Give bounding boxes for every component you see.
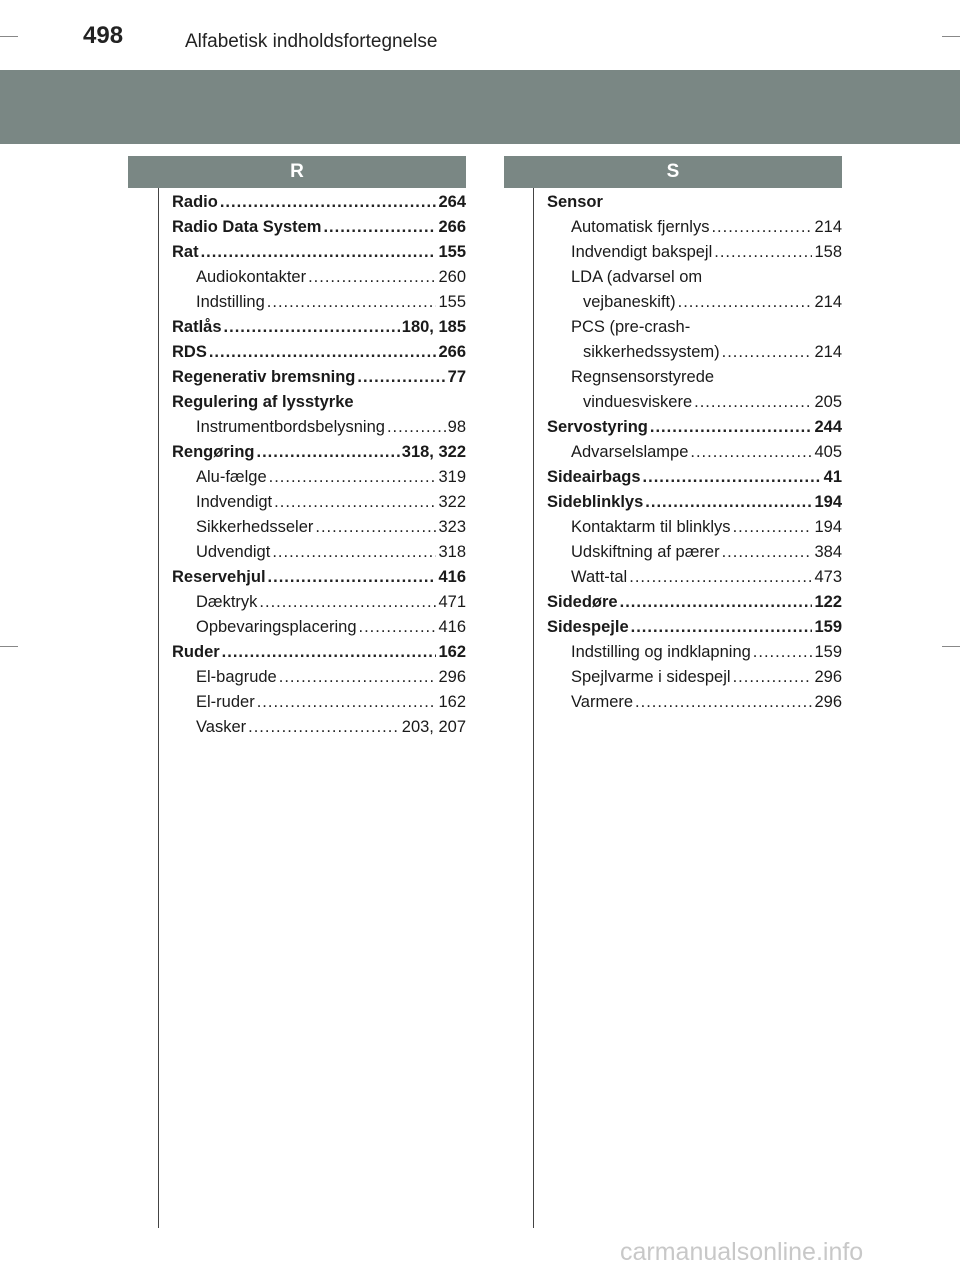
index-entry xyxy=(172,490,466,515)
index-entry xyxy=(172,690,466,715)
index-column-s xyxy=(547,190,842,715)
entry-label: Ruder xyxy=(172,643,220,661)
index-entry xyxy=(547,640,842,665)
entry-label: Indstilling xyxy=(196,293,265,311)
entry-label: Sideblinklys xyxy=(547,493,644,511)
index-entry xyxy=(547,215,842,240)
entry-label: Rengøring xyxy=(172,443,255,461)
entry-page: 194 xyxy=(814,493,842,511)
entry-page: 159 xyxy=(814,618,842,636)
entry-label: PCS (pre-crash- xyxy=(571,318,691,336)
entry-page: 214 xyxy=(814,218,842,236)
index-entry xyxy=(547,690,842,715)
entry-label: Sidedøre xyxy=(547,593,618,611)
entry-page: 155 xyxy=(438,243,466,261)
entry-label: Rat xyxy=(172,243,199,261)
index-entry xyxy=(547,390,842,415)
index-entry xyxy=(172,440,466,465)
entry-label: El-ruder xyxy=(196,693,255,711)
entry-page: 264 xyxy=(438,193,466,211)
index-entry xyxy=(172,365,466,390)
entry-page: 122 xyxy=(814,593,842,611)
index-entry xyxy=(547,590,842,615)
entry-label: Regulering af lysstyrke xyxy=(172,393,354,411)
entry-page: 260 xyxy=(438,268,466,286)
entry-page: 194 xyxy=(814,518,842,536)
dot-leader xyxy=(643,465,822,490)
section-letter-r: R xyxy=(128,156,466,188)
dot-leader xyxy=(733,515,813,540)
dot-leader xyxy=(248,715,400,740)
entry-page: 180, 185 xyxy=(401,318,466,336)
dot-leader xyxy=(268,565,437,590)
index-entry xyxy=(547,615,842,640)
index-entry xyxy=(547,290,842,315)
index-entry xyxy=(547,565,842,590)
entry-label: El-bagrude xyxy=(196,668,277,686)
dot-leader xyxy=(323,215,436,240)
entry-label: Vasker xyxy=(196,718,247,736)
entry-label: Regenerativ bremsning xyxy=(172,368,356,386)
entry-label: Alu-fælge xyxy=(196,468,267,486)
index-entry xyxy=(172,515,466,540)
entry-page: 322 xyxy=(438,493,466,511)
dot-leader xyxy=(387,415,446,440)
entry-page: 296 xyxy=(814,668,842,686)
entry-page: 214 xyxy=(814,293,842,311)
entry-label: Servostyring xyxy=(547,418,648,436)
dot-leader xyxy=(690,440,812,465)
dot-leader xyxy=(678,290,813,315)
dot-leader xyxy=(209,340,437,365)
entry-page: 318, 322 xyxy=(401,443,466,461)
index-entry xyxy=(547,240,842,265)
dot-leader xyxy=(257,440,400,465)
entry-page: 296 xyxy=(438,668,466,686)
entry-page: 41 xyxy=(823,468,842,486)
entry-page: 98 xyxy=(447,418,466,436)
dot-leader xyxy=(272,540,436,565)
entry-page: 471 xyxy=(438,593,466,611)
entry-page: 159 xyxy=(814,643,842,661)
entry-page: 384 xyxy=(814,543,842,561)
dot-leader xyxy=(694,390,812,415)
entry-page: 244 xyxy=(814,418,842,436)
index-entry xyxy=(172,190,466,215)
index-entry xyxy=(172,340,466,365)
entry-page: 266 xyxy=(438,343,466,361)
dot-leader xyxy=(753,640,813,665)
entry-label: vejbaneskift) xyxy=(583,293,676,311)
entry-label: Automatisk fjernlys xyxy=(571,218,710,236)
entry-label: Sensor xyxy=(547,193,603,211)
index-entry xyxy=(547,190,842,215)
index-entry xyxy=(172,640,466,665)
dot-leader xyxy=(259,590,436,615)
dot-leader xyxy=(220,190,437,215)
index-entry xyxy=(172,390,466,415)
index-entry xyxy=(547,440,842,465)
index-column-r xyxy=(172,190,466,740)
entry-label: Watt-tal xyxy=(571,568,628,586)
entry-label: LDA (advarsel om xyxy=(571,268,703,286)
entry-label: Indstilling og indklapning xyxy=(571,643,751,661)
dot-leader xyxy=(359,615,437,640)
crop-mark xyxy=(0,646,18,647)
dot-leader xyxy=(635,690,812,715)
index-entry xyxy=(172,315,466,340)
page-number: 498 xyxy=(83,22,124,49)
entry-label: Udskiftning af pærer xyxy=(571,543,720,561)
dot-leader xyxy=(267,290,437,315)
entry-page: 319 xyxy=(438,468,466,486)
index-entry xyxy=(547,465,842,490)
section-letter-s: S xyxy=(504,156,842,188)
entry-label: Sidespejle xyxy=(547,618,629,636)
dot-leader xyxy=(650,415,813,440)
entry-page: 266 xyxy=(438,218,466,236)
dot-leader xyxy=(274,490,436,515)
crop-mark xyxy=(0,36,18,37)
index-entry xyxy=(547,265,842,290)
entry-label: Reservehjul xyxy=(172,568,266,586)
dot-leader xyxy=(620,590,813,615)
entry-label: Radio Data System xyxy=(172,218,322,236)
crop-mark xyxy=(942,36,960,37)
entry-page: 155 xyxy=(438,293,466,311)
dot-leader xyxy=(315,515,436,540)
entry-label: Indvendigt xyxy=(196,493,273,511)
index-entry xyxy=(172,665,466,690)
dot-leader xyxy=(631,615,813,640)
entry-label: Instrumentbordsbelysning xyxy=(196,418,385,436)
entry-page: 318 xyxy=(438,543,466,561)
index-entry xyxy=(172,215,466,240)
entry-page: 77 xyxy=(447,368,466,386)
dot-leader xyxy=(645,490,812,515)
index-entry xyxy=(547,365,842,390)
index-entry xyxy=(172,615,466,640)
index-entry xyxy=(172,265,466,290)
entry-label: Udvendigt xyxy=(196,543,271,561)
entry-page: 162 xyxy=(438,693,466,711)
entry-page: 416 xyxy=(438,618,466,636)
entry-page: 205 xyxy=(814,393,842,411)
entry-page: 158 xyxy=(814,243,842,261)
dot-leader xyxy=(711,215,812,240)
entry-page: 162 xyxy=(438,643,466,661)
column-rule-left xyxy=(158,188,159,1228)
entry-label: sikkerhedssystem) xyxy=(583,343,720,361)
page-title: Alfabetisk indholdsfortegnelse xyxy=(185,31,438,52)
dot-leader xyxy=(201,240,437,265)
entry-page: 473 xyxy=(814,568,842,586)
entry-label: Kontaktarm til blinklys xyxy=(571,518,731,536)
dot-leader xyxy=(269,465,437,490)
entry-label: RDS xyxy=(172,343,207,361)
index-entry xyxy=(172,465,466,490)
entry-page: 214 xyxy=(814,343,842,361)
entry-label: Spejlvarme i sidespejl xyxy=(571,668,731,686)
entry-label: Opbevaringsplacering xyxy=(196,618,357,636)
entry-label: Radio xyxy=(172,193,218,211)
index-entry xyxy=(172,590,466,615)
dot-leader xyxy=(714,240,812,265)
index-entry xyxy=(172,715,466,740)
entry-label: Indvendigt bakspejl xyxy=(571,243,713,261)
entry-label: Varmere xyxy=(571,693,634,711)
index-entry xyxy=(547,315,842,340)
index-entry xyxy=(172,290,466,315)
entry-page: 416 xyxy=(438,568,466,586)
index-entry xyxy=(547,490,842,515)
index-entry xyxy=(172,415,466,440)
entry-page: 203, 207 xyxy=(401,718,466,736)
dot-leader xyxy=(722,340,813,365)
entry-label: Advarselslampe xyxy=(571,443,689,461)
header-band xyxy=(0,70,960,144)
index-entry xyxy=(172,565,466,590)
dot-leader xyxy=(222,640,437,665)
index-entry xyxy=(547,340,842,365)
index-entry xyxy=(172,240,466,265)
entry-page: 405 xyxy=(814,443,842,461)
entry-label: Sikkerhedsseler xyxy=(196,518,314,536)
index-entry xyxy=(547,415,842,440)
dot-leader xyxy=(224,315,400,340)
page-header xyxy=(0,0,960,62)
dot-leader xyxy=(257,690,437,715)
crop-mark xyxy=(942,646,960,647)
watermark: carmanualsonline.info xyxy=(620,1238,864,1266)
entry-label: vinduesviskere xyxy=(583,393,693,411)
index-entry xyxy=(172,540,466,565)
entry-label: Regnsensorstyrede xyxy=(571,368,715,386)
entry-label: Dæktryk xyxy=(196,593,258,611)
entry-page: 323 xyxy=(438,518,466,536)
dot-leader xyxy=(357,365,445,390)
entry-label: Sideairbags xyxy=(547,468,641,486)
index-entry xyxy=(547,515,842,540)
entry-page: 296 xyxy=(814,693,842,711)
dot-leader xyxy=(279,665,437,690)
entry-label: Audiokontakter xyxy=(196,268,307,286)
dot-leader xyxy=(308,265,436,290)
entry-label: Ratlås xyxy=(172,318,222,336)
dot-leader xyxy=(722,540,813,565)
column-rule-right xyxy=(533,188,534,1228)
index-entry xyxy=(547,665,842,690)
dot-leader xyxy=(733,665,813,690)
index-entry xyxy=(547,540,842,565)
dot-leader xyxy=(629,565,812,590)
